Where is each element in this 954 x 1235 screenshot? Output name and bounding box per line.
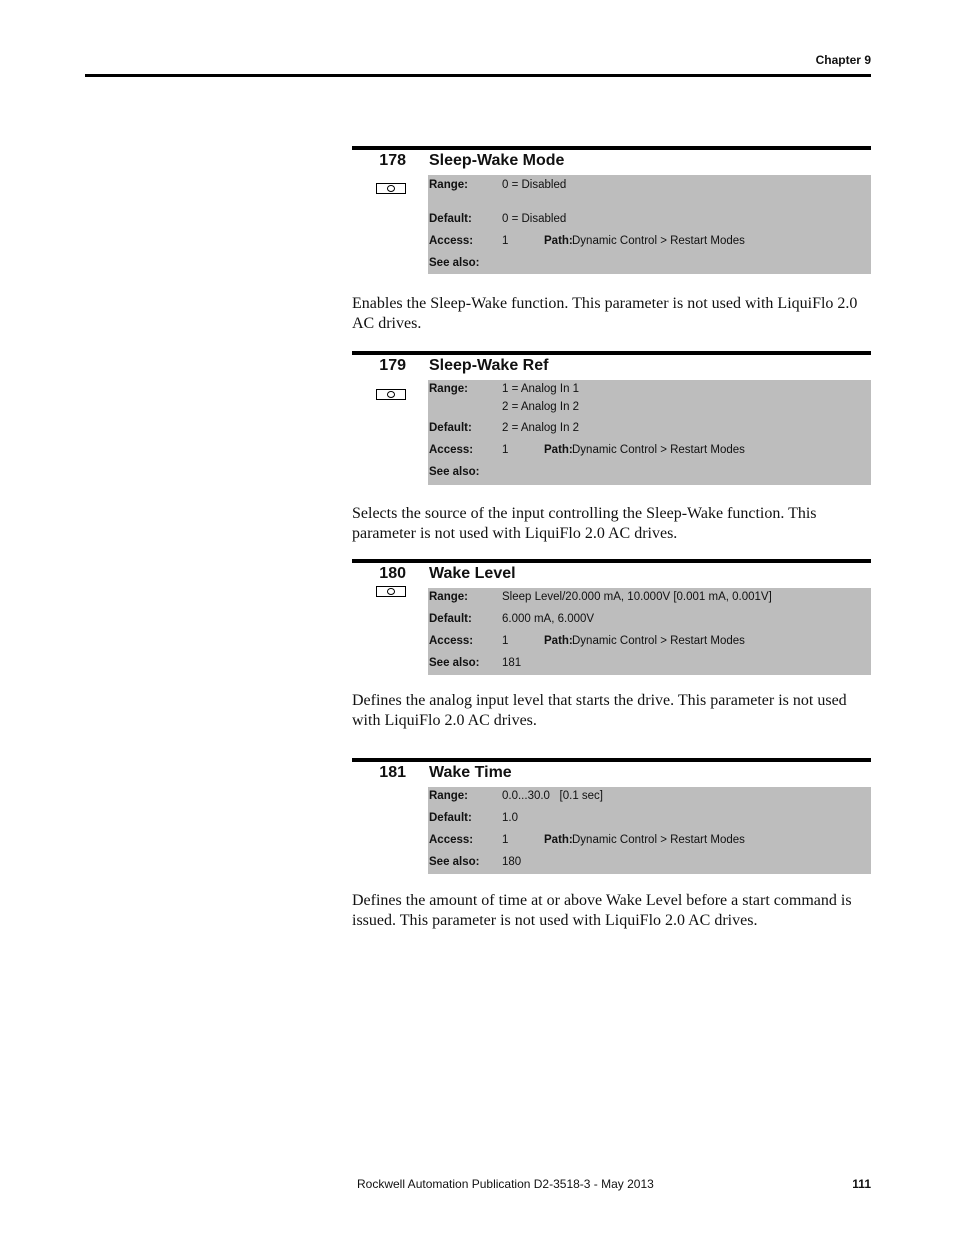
default-label: Default: <box>429 613 472 625</box>
access-label: Access: <box>429 635 474 647</box>
path-value: Dynamic Control > Restart Modes <box>572 635 745 647</box>
page-number: 111 <box>852 1177 871 1191</box>
default-value: 6.000 mA, 6.000V <box>502 613 595 625</box>
default-label: Default: <box>429 213 472 225</box>
access-row <box>428 444 871 460</box>
range-value: 0.0...30.0 [0.1 sec] <box>502 790 604 802</box>
stop-drive-icon <box>376 389 406 400</box>
param-number: 180 <box>379 565 406 582</box>
param-table <box>428 175 871 274</box>
param-title: Wake Level <box>429 565 516 582</box>
see-also-row <box>428 257 871 273</box>
param-181 <box>352 758 871 874</box>
param-rule <box>352 559 871 563</box>
range-row <box>428 383 871 399</box>
range-label: Range: <box>429 790 468 802</box>
range-label: Range: <box>429 383 468 395</box>
param-number: 181 <box>379 764 406 781</box>
param-rule <box>352 146 871 150</box>
path-label: Path: <box>544 635 573 647</box>
param-rule <box>352 758 871 762</box>
param-title: Sleep-Wake Mode <box>429 152 565 169</box>
access-value: 1 <box>502 235 509 247</box>
range-row <box>428 591 871 607</box>
path-value: Dynamic Control > Restart Modes <box>572 444 745 456</box>
param-table <box>428 588 871 675</box>
access-row <box>428 635 871 651</box>
default-value: 2 = Analog In 2 <box>502 422 580 434</box>
param-description: Defines the amount of time at or above Wake Level before a start command is issued. This parameter is not used with LiquiFlo 2.0 AC drives. <box>352 892 852 929</box>
range-row-2 <box>428 401 871 417</box>
see-also-label: See also: <box>429 856 480 868</box>
access-value: 1 <box>502 635 509 647</box>
param-178 <box>352 146 871 274</box>
default-value: 0 = Disabled <box>502 213 567 225</box>
range-value: 1 = Analog In 1 <box>502 383 580 395</box>
default-value: 1.0 <box>502 812 518 824</box>
default-row <box>428 213 871 229</box>
see-also-value: 180 <box>502 856 522 868</box>
param-180 <box>352 559 871 675</box>
see-also-row <box>428 657 871 673</box>
range-value: Sleep Level/20.000 mA, 10.000V [0.001 mA, 0.001V] <box>502 591 772 603</box>
param-title: Wake Time <box>429 764 512 781</box>
default-row <box>428 422 871 438</box>
range-label: Range: <box>429 179 468 191</box>
access-label: Access: <box>429 235 474 247</box>
access-row <box>428 235 871 251</box>
stop-drive-icon <box>376 586 406 597</box>
see-also-row <box>428 466 871 482</box>
param-description: Enables the Sleep-Wake function. This parameter is not used with LiquiFlo 2.0 AC drives. <box>352 295 858 332</box>
range-value-2: 2 = Analog In 2 <box>502 401 580 413</box>
range-value: 0 = Disabled <box>502 179 567 191</box>
see-also-value: 181 <box>502 657 522 669</box>
see-also-label: See also: <box>429 466 480 478</box>
header-rule <box>85 74 871 77</box>
default-row <box>428 613 871 629</box>
param-table <box>428 380 871 485</box>
param-title: Sleep-Wake Ref <box>429 357 549 374</box>
default-row <box>428 812 871 828</box>
see-also-label: See also: <box>429 257 480 269</box>
access-value: 1 <box>502 444 509 456</box>
path-label: Path: <box>544 444 573 456</box>
publication-footer: Rockwell Automation Publication D2-3518-3 - May 2013 <box>357 1177 654 1191</box>
access-label: Access: <box>429 444 474 456</box>
param-number: 179 <box>379 357 406 374</box>
see-also-label: See also: <box>429 657 480 669</box>
range-row <box>428 179 871 195</box>
chapter-label: Chapter 9 <box>815 53 871 67</box>
param-rule <box>352 351 871 355</box>
path-label: Path: <box>544 235 573 247</box>
range-row <box>428 790 871 806</box>
range-label: Range: <box>429 591 468 603</box>
path-label: Path: <box>544 834 573 846</box>
path-value: Dynamic Control > Restart Modes <box>572 235 745 247</box>
access-label: Access: <box>429 834 474 846</box>
path-value: Dynamic Control > Restart Modes <box>572 834 745 846</box>
param-number: 178 <box>379 152 406 169</box>
param-description: Selects the source of the input controlling the Sleep-Wake function. This parameter is not used with LiquiFlo 2.0 AC drives. <box>352 505 817 542</box>
access-value: 1 <box>502 834 509 846</box>
see-also-row <box>428 856 871 872</box>
param-description: Defines the analog input level that starts the drive. This parameter is not used with LiquiFlo 2.0 AC drives. <box>352 692 847 729</box>
default-label: Default: <box>429 422 472 434</box>
stop-drive-icon <box>376 183 406 194</box>
default-label: Default: <box>429 812 472 824</box>
access-row <box>428 834 871 850</box>
param-179 <box>352 351 871 485</box>
param-table <box>428 787 871 874</box>
